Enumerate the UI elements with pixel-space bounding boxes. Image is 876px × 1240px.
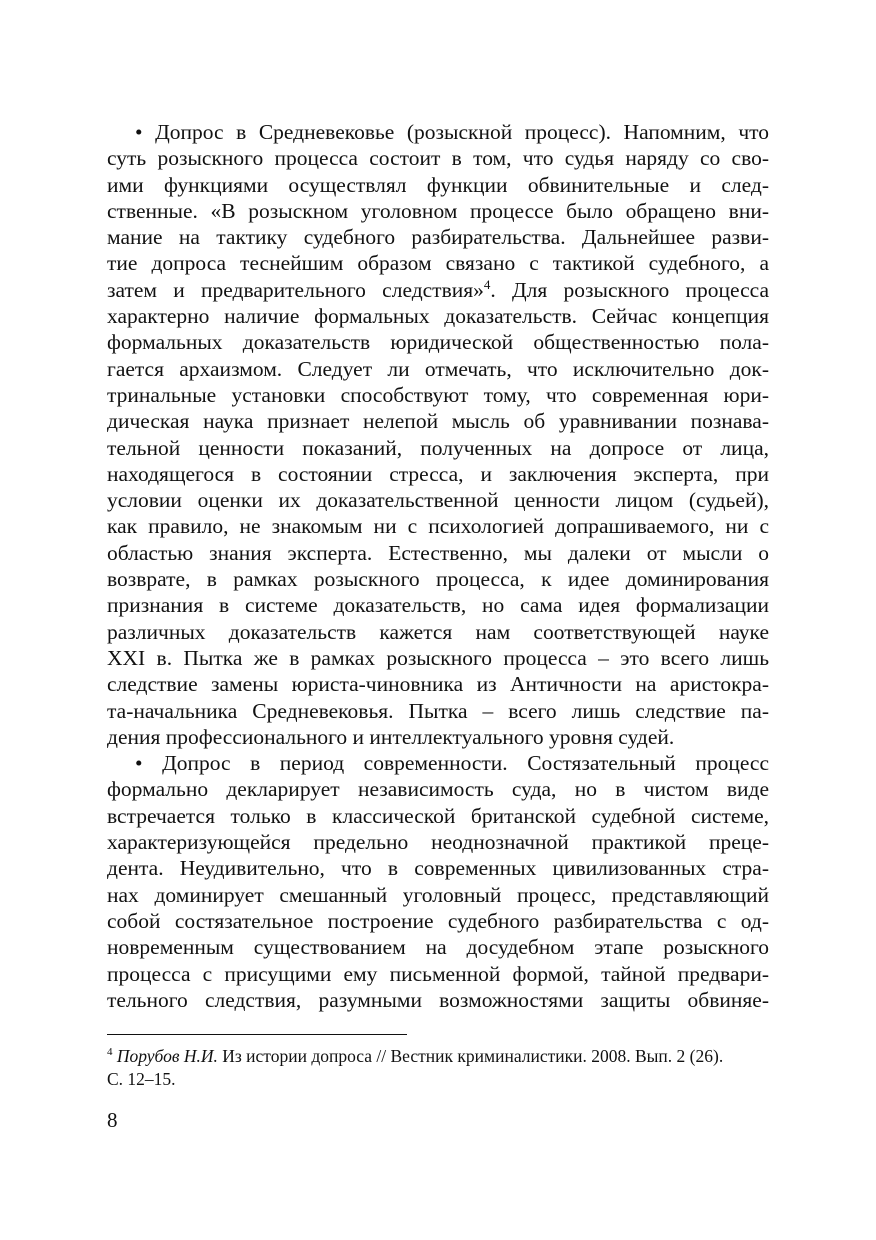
text-line: дическая наука признает нелепой мысль об уравнивании познава-	[107, 409, 769, 434]
text-line: ственные. «В розыскном уголовном процессе было обращено вни-	[107, 198, 769, 223]
text-segment: затем и предварительного следствия»	[107, 277, 484, 302]
footnote-separator	[107, 1034, 407, 1035]
text-line: собой состязательное построение судебного разбирательства с од-	[107, 908, 769, 933]
text-line: тие допроса теснейшим образом связано с тактикой судебного, а	[107, 251, 769, 276]
footnote	[107, 1045, 769, 1090]
text-line: характеризующейся предельно неоднозначной практикой преце-	[107, 830, 769, 855]
text-line-with-footnote	[107, 277, 769, 303]
text-line: находящегося в состоянии стресса, и заключения эксперта, при	[107, 461, 769, 486]
text-line: формальных доказательств юридической общественностью пола-	[107, 330, 769, 355]
footnote-reference[interactable]: 4	[483, 276, 491, 292]
paragraph-medieval-interrogation	[107, 119, 769, 750]
footnote-line	[107, 1045, 769, 1068]
text-line: XXI в. Пытка же в рамках розыскного процесса – это всего лишь	[107, 645, 769, 670]
text-line: • Допрос в Средневековье (розыскной процесс). Напомним, что	[107, 119, 769, 145]
text-segment: . Для розыскного процесса	[490, 277, 769, 302]
footnote-number: 4	[107, 1046, 113, 1059]
text-line: процесса с присущими ему письменной формой, тайной предвари-	[107, 961, 769, 986]
text-line: новременным существованием на досудебном этапе розыскного	[107, 935, 769, 960]
text-line: встречается только в классической британской судебной системе,	[107, 803, 769, 828]
text-line: • Допрос в период современности. Состязательный процесс	[107, 750, 769, 776]
text-line: возврате, в рамках розыскного процесса, к идее доминирования	[107, 567, 769, 592]
paragraph-modern-interrogation	[107, 750, 769, 1013]
text-line: областью знания эксперта. Естественно, мы далеки от мысли о	[107, 540, 769, 565]
text-line: характерно наличие формальных доказательств. Сейчас концепция	[107, 304, 769, 329]
text-line: мание на тактику судебного разбирательства. Дальнейшее разви-	[107, 225, 769, 250]
text-line: признания в системе доказательств, но сама идея формализации	[107, 593, 769, 618]
page-number: 8	[107, 1108, 118, 1132]
page-body	[107, 119, 769, 1013]
text-line: условии оценки их доказательственной ценности лицом (судьей),	[107, 488, 769, 513]
text-line: дения профессионального и интеллектуального уровня судей.	[107, 724, 675, 749]
footnote-author: Порубов Н.И.	[116, 1046, 218, 1066]
text-line: суть розыскного процесса состоит в том, что судья наряду со сво-	[107, 146, 769, 171]
text-line: нах доминирует смешанный уголовный процесс, представляющий	[107, 882, 769, 907]
text-line: дента. Неудивительно, что в современных цивилизованных стра-	[107, 856, 769, 881]
text-line: ими функциями осуществлял функции обвинительные и след-	[107, 172, 769, 197]
text-line: тельного следствия, разумными возможностями защиты обвиняе-	[107, 987, 769, 1012]
text-line: тельной ценности показаний, полученных на допросе от лица,	[107, 435, 769, 460]
footnote-line: С. 12–15.	[107, 1068, 176, 1089]
footnote-text: Из истории допроса // Вестник криминалистики. 2008. Вып. 2 (26).	[217, 1046, 724, 1066]
text-line: как правило, не знакомым ни с психологией допрашиваемого, ни с	[107, 514, 769, 539]
text-line: та-начальника Средневековья. Пытка – всего лишь следствие па-	[107, 698, 769, 723]
text-line: следствие замены юриста-чиновника из Античности на аристокра-	[107, 672, 769, 697]
text-line: формально декларирует независимость суда, но в чистом виде	[107, 777, 769, 802]
text-line: гается архаизмом. Следует ли отмечать, что исключительно док-	[107, 356, 769, 381]
text-line: различных доказательств кажется нам соответствующей науке	[107, 619, 769, 644]
text-line: тринальные установки способствуют тому, что современная юри-	[107, 382, 769, 407]
